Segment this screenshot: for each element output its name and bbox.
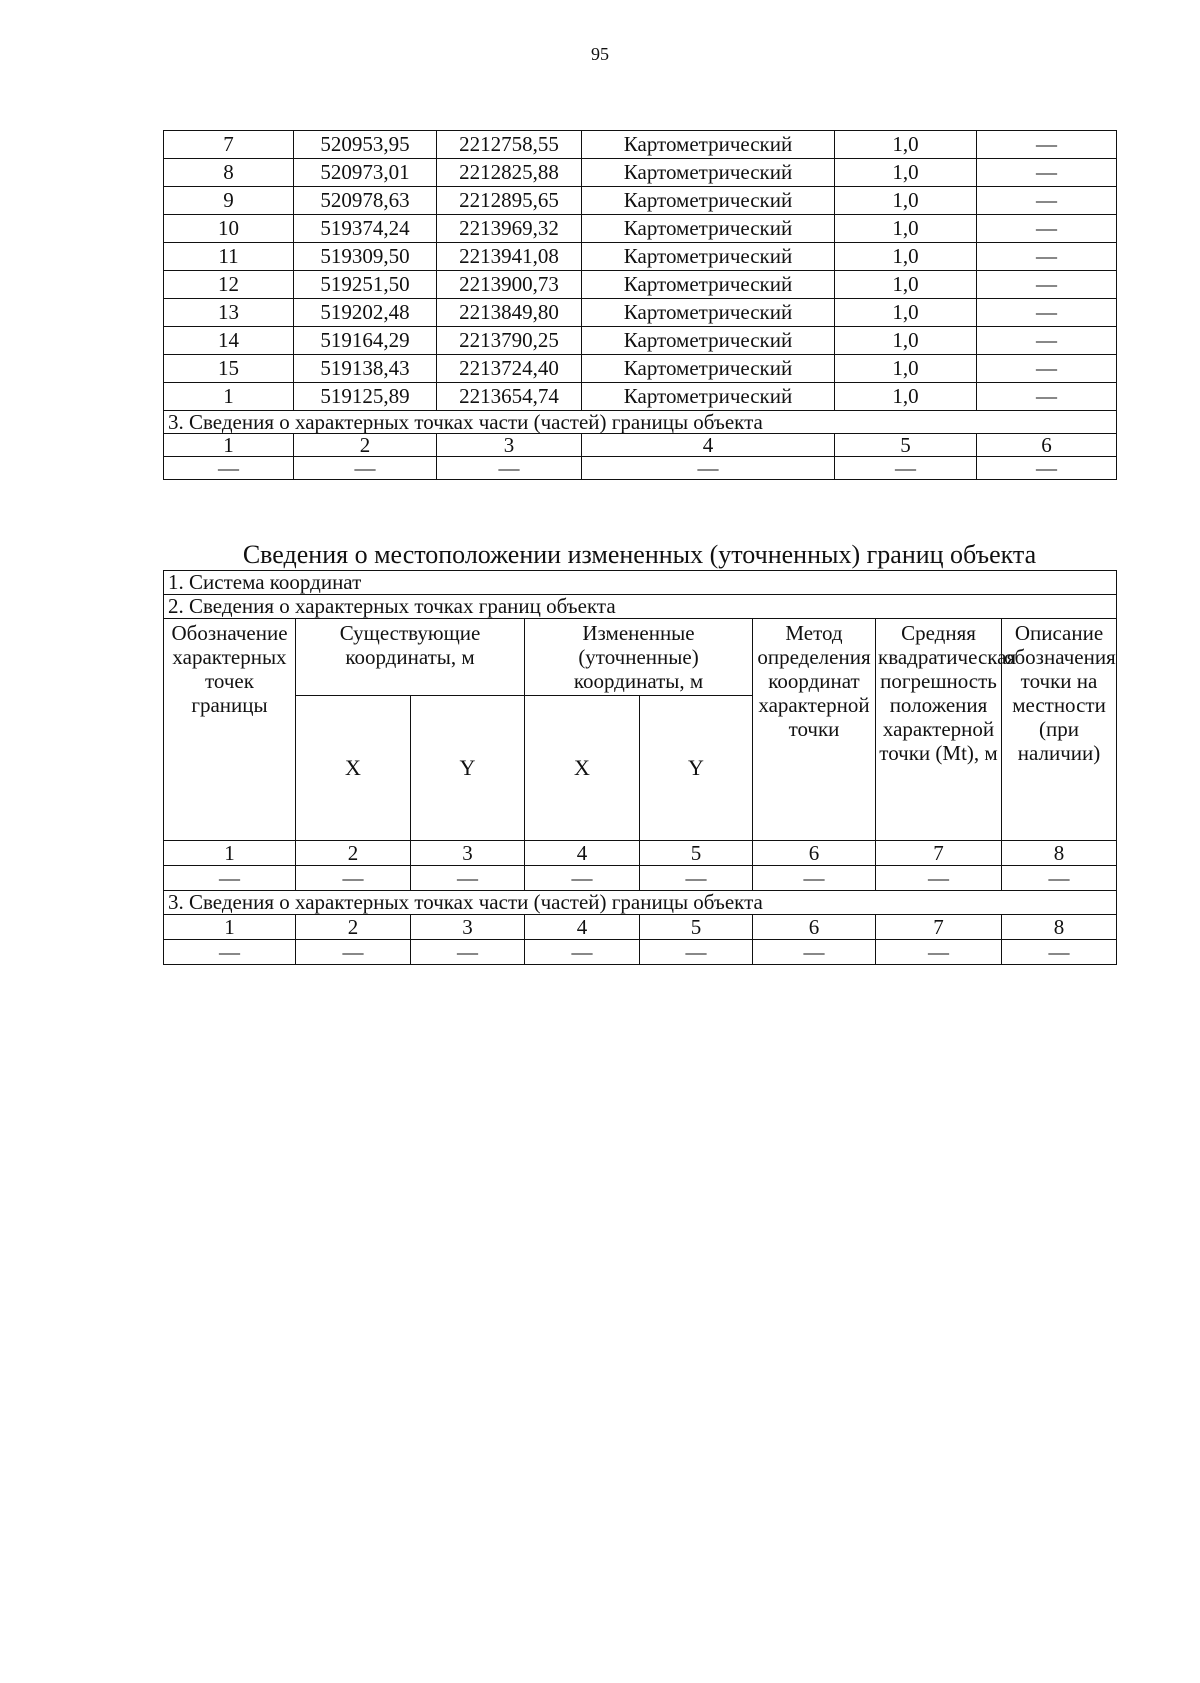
empty-dash: — xyxy=(835,457,977,480)
cell-method: Картометрический xyxy=(582,299,835,327)
table-row xyxy=(164,131,1117,159)
cell-accuracy: 1,0 xyxy=(835,299,977,327)
column-number: 6 xyxy=(753,841,876,866)
column-number: 4 xyxy=(582,434,835,457)
cell-point-number: 7 xyxy=(164,131,294,159)
table-row xyxy=(164,866,1117,891)
empty-dash: — xyxy=(1002,866,1117,891)
column-number: 7 xyxy=(876,915,1002,940)
empty-dash: — xyxy=(876,940,1002,965)
cell-description: — xyxy=(977,131,1117,159)
section-1-title: 1. Система координат xyxy=(164,571,1117,595)
cell-x-coordinate: 519202,48 xyxy=(294,299,437,327)
coordinates-table-continued xyxy=(163,130,1117,480)
cell-accuracy: 1,0 xyxy=(835,159,977,187)
cell-method: Картометрический xyxy=(582,355,835,383)
header-description: Описание обозначения точки на местности (при наличии) xyxy=(1002,619,1117,841)
cell-accuracy: 1,0 xyxy=(835,327,977,355)
empty-dash: — xyxy=(437,457,582,480)
cell-method: Картометрический xyxy=(582,187,835,215)
empty-dash: — xyxy=(164,940,296,965)
table-row xyxy=(164,299,1117,327)
column-number: 8 xyxy=(1002,841,1117,866)
header-changed-x: X xyxy=(525,696,640,841)
header-changed-coordinates: Измененные (уточненные) координаты, м xyxy=(525,619,753,696)
cell-y-coordinate: 2213969,32 xyxy=(437,215,582,243)
section-3-title: 3. Сведения о характерных точках части (частей) границы объекта xyxy=(164,411,1117,434)
empty-dash: — xyxy=(1002,940,1117,965)
changed-boundaries-table xyxy=(163,570,1117,965)
table-row xyxy=(164,940,1117,965)
table-row xyxy=(164,355,1117,383)
table-row xyxy=(164,187,1117,215)
cell-y-coordinate: 2213941,08 xyxy=(437,243,582,271)
cell-y-coordinate: 2212825,88 xyxy=(437,159,582,187)
cell-description: — xyxy=(977,271,1117,299)
header-changed-y: Y xyxy=(640,696,753,841)
header-designation: Обозначение характерных точек границы xyxy=(164,619,296,841)
column-number: 1 xyxy=(164,841,296,866)
column-number: 3 xyxy=(411,841,525,866)
cell-description: — xyxy=(977,243,1117,271)
column-number: 8 xyxy=(1002,915,1117,940)
section-heading: Сведения о местоположении измененных (уточненных) границ объекта xyxy=(242,540,1037,569)
cell-x-coordinate: 519125,89 xyxy=(294,383,437,411)
column-number: 3 xyxy=(437,434,582,457)
table-row xyxy=(164,215,1117,243)
cell-x-coordinate: 519164,29 xyxy=(294,327,437,355)
cell-description: — xyxy=(977,299,1117,327)
cell-accuracy: 1,0 xyxy=(835,243,977,271)
table-row xyxy=(164,434,1117,457)
column-number: 2 xyxy=(294,434,437,457)
empty-dash: — xyxy=(753,940,876,965)
section-2-title: 2. Сведения о характерных точках границ объекта xyxy=(164,595,1117,619)
empty-dash: — xyxy=(296,866,411,891)
cell-description: — xyxy=(977,215,1117,243)
column-number: 5 xyxy=(640,915,753,940)
cell-point-number: 10 xyxy=(164,215,294,243)
header-method: Метод определения координат характерной точки xyxy=(753,619,876,841)
cell-description: — xyxy=(977,187,1117,215)
empty-dash: — xyxy=(525,940,640,965)
cell-x-coordinate: 520953,95 xyxy=(294,131,437,159)
empty-dash: — xyxy=(876,866,1002,891)
empty-dash: — xyxy=(294,457,437,480)
cell-point-number: 9 xyxy=(164,187,294,215)
column-number: 1 xyxy=(164,434,294,457)
cell-x-coordinate: 519251,50 xyxy=(294,271,437,299)
table-row xyxy=(164,915,1117,940)
cell-description: — xyxy=(977,159,1117,187)
cell-x-coordinate: 519138,43 xyxy=(294,355,437,383)
cell-point-number: 11 xyxy=(164,243,294,271)
header-accuracy: Средняя квадратическая погрешность положения характерной точки (Mt), м xyxy=(876,619,1002,841)
cell-y-coordinate: 2213900,73 xyxy=(437,271,582,299)
cell-y-coordinate: 2213724,40 xyxy=(437,355,582,383)
cell-y-coordinate: 2213790,25 xyxy=(437,327,582,355)
header-existing-x: X xyxy=(296,696,411,841)
cell-accuracy: 1,0 xyxy=(835,271,977,299)
section-3-title: 3. Сведения о характерных точках части (частей) границы объекта xyxy=(164,891,1117,915)
empty-dash: — xyxy=(582,457,835,480)
empty-dash: — xyxy=(525,866,640,891)
column-number: 4 xyxy=(525,841,640,866)
cell-y-coordinate: 2212758,55 xyxy=(437,131,582,159)
column-number: 2 xyxy=(296,841,411,866)
empty-dash: — xyxy=(640,866,753,891)
table-row xyxy=(164,383,1117,411)
column-number: 6 xyxy=(753,915,876,940)
page-number: 95 xyxy=(591,44,609,64)
empty-dash: — xyxy=(753,866,876,891)
empty-dash: — xyxy=(164,457,294,480)
cell-method: Картометрический xyxy=(582,271,835,299)
cell-method: Картометрический xyxy=(582,327,835,355)
empty-dash: — xyxy=(296,940,411,965)
empty-dash: — xyxy=(977,457,1117,480)
cell-x-coordinate: 519374,24 xyxy=(294,215,437,243)
cell-method: Картометрический xyxy=(582,131,835,159)
table-row xyxy=(164,159,1117,187)
cell-accuracy: 1,0 xyxy=(835,383,977,411)
empty-dash: — xyxy=(640,940,753,965)
table-row xyxy=(164,327,1117,355)
cell-point-number: 1 xyxy=(164,383,294,411)
cell-method: Картометрический xyxy=(582,159,835,187)
column-number: 1 xyxy=(164,915,296,940)
cell-y-coordinate: 2212895,65 xyxy=(437,187,582,215)
empty-dash: — xyxy=(411,940,525,965)
column-number: 4 xyxy=(525,915,640,940)
column-number: 5 xyxy=(835,434,977,457)
cell-x-coordinate: 519309,50 xyxy=(294,243,437,271)
cell-point-number: 15 xyxy=(164,355,294,383)
column-number: 3 xyxy=(411,915,525,940)
cell-point-number: 14 xyxy=(164,327,294,355)
column-number: 7 xyxy=(876,841,1002,866)
table-row xyxy=(164,243,1117,271)
cell-method: Картометрический xyxy=(582,215,835,243)
cell-accuracy: 1,0 xyxy=(835,187,977,215)
header-existing-coordinates: Существующие координаты, м xyxy=(296,619,525,696)
cell-y-coordinate: 2213849,80 xyxy=(437,299,582,327)
cell-point-number: 13 xyxy=(164,299,294,327)
column-number: 2 xyxy=(296,915,411,940)
table-row xyxy=(164,271,1117,299)
cell-accuracy: 1,0 xyxy=(835,131,977,159)
cell-point-number: 8 xyxy=(164,159,294,187)
cell-x-coordinate: 520973,01 xyxy=(294,159,437,187)
cell-description: — xyxy=(977,355,1117,383)
cell-accuracy: 1,0 xyxy=(835,215,977,243)
cell-description: — xyxy=(977,383,1117,411)
cell-description: — xyxy=(977,327,1117,355)
cell-x-coordinate: 520978,63 xyxy=(294,187,437,215)
table-row xyxy=(164,841,1117,866)
cell-point-number: 12 xyxy=(164,271,294,299)
cell-method: Картометрический xyxy=(582,243,835,271)
header-existing-y: Y xyxy=(411,696,525,841)
column-number: 6 xyxy=(977,434,1117,457)
column-number: 5 xyxy=(640,841,753,866)
table-row xyxy=(164,457,1117,480)
cell-accuracy: 1,0 xyxy=(835,355,977,383)
empty-dash: — xyxy=(164,866,296,891)
empty-dash: — xyxy=(411,866,525,891)
cell-method: Картометрический xyxy=(582,383,835,411)
cell-y-coordinate: 2213654,74 xyxy=(437,383,582,411)
